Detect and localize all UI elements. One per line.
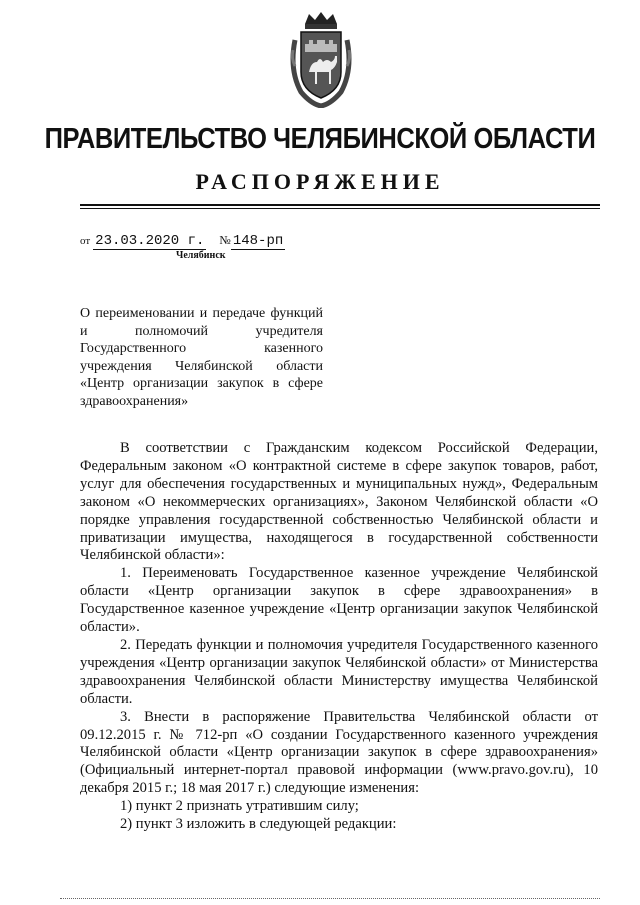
body-item-2: 2. Передать функции и полномочия учредителя Государственного казенного учреждения «Центр организации закупок Челябинской области» от Министерства здравоохранения Челябинской области Министерству имущества Челябинской области. <box>80 636 598 707</box>
body-item-1: 1. Переименовать Государственное казенное учреждение Челябинской области «Центр организации закупок в сфере здравоохранения» в Государственное казенное учреждение «Центр организации закупок Челябинской области». <box>80 565 598 636</box>
date-number-row <box>80 233 285 249</box>
body-subitem-3-2: 2) пункт 3 изложить в следующей редакции: <box>120 816 397 833</box>
document-city: Челябинск <box>176 250 226 261</box>
body-intro: В соответствии с Гражданским кодексом Российской Федерации, Федеральным законом «О контрактной системе в сфере закупок товаров, работ, услуг для обеспечения государственных и муниципальных нужд», Федеральным законом «О некоммерческих организациях», Законом Челябинской области «О порядке управления государственной собственностью Челябинской области и приватизации имущества, находящегося в государственной собственности Челябинской области»: <box>80 440 598 564</box>
number-prefix: № <box>219 233 231 247</box>
coat-of-arms-emblem <box>287 10 355 108</box>
document-number: 148-рп <box>232 233 284 249</box>
body-item-3: 3. Внести в распоряжение Правительства Челябинской области от 09.12.2015 г. № 712-рп «О создании Государственного казенного учреждения Челябинской области «Центр организации закупок в сфере здравоохранения» (Официальный интернет-портал правовой информации (www.pravo.gov.ru), 10 декабря 2015 г.; 18 мая 2017 г.) следующие изменения: <box>80 708 598 797</box>
body-subitem-3-1: 1) пункт 2 признать утратившим силу; <box>120 798 359 815</box>
government-title: ПРАВИТЕЛЬСТВО ЧЕЛЯБИНСКОЙ ОБЛАСТИ <box>44 123 596 155</box>
document-type: РАСПОРЯЖЕНИЕ <box>195 169 445 194</box>
date-prefix: от <box>80 235 91 247</box>
header-rule-thick <box>80 204 600 206</box>
page-bottom-edge <box>60 898 600 900</box>
document-subject: О переименовании и передаче функций и полномочий учредителя Государственного казенного учреждения Челябинской области «Центр организации закупок в сфере здравоохранения» <box>80 306 323 409</box>
header-rule-thin <box>80 208 600 209</box>
document-date: 23.03.2020 г. <box>95 233 205 249</box>
document-body <box>80 440 598 834</box>
